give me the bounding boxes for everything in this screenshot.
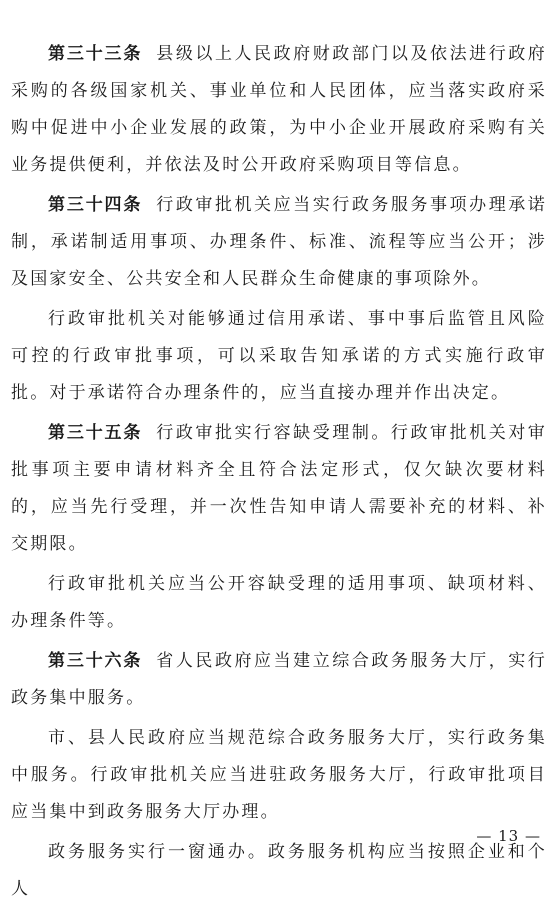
paragraph-article-36 xyxy=(11,643,547,717)
paragraph-text: 市、县人民政府应当规范综合政务服务大厅，实行政务集中服务。行政审批机关应当进驻政务服务大厅，行政审批项目应当集中到政务服务大厅办理。 xyxy=(11,728,547,822)
paragraph-article-36-cont xyxy=(11,720,547,831)
page-number: — 13 — xyxy=(476,827,541,845)
article-number: 第三十六条 xyxy=(48,651,143,671)
paragraph-article-35 xyxy=(11,415,547,563)
paragraph-article-33 xyxy=(11,36,547,184)
paragraph-article-35-cont xyxy=(11,566,547,640)
paragraph-text: 行政审批机关对能够通过信用承诺、事中事后监管且风险可控的行政审批事项，可以采取告知承诺的方式实施行政审批。对于承诺符合办理条件的，应当直接办理并作出决定。 xyxy=(11,309,547,403)
document-page xyxy=(11,36,547,908)
paragraph-article-36-cont-2 xyxy=(11,834,547,908)
paragraph-text: 行政审批实行容缺受理制。行政审批机关对审批事项主要申请材料齐全且符合法定形式，仅欠缺次要材料的，应当先行受理，并一次性告知申请人需要补充的材料、补交期限。 xyxy=(11,423,548,554)
paragraph-text: 行政审批机关应当公开容缺受理的适用事项、缺项材料、办理条件等。 xyxy=(11,574,547,631)
paragraph-article-34 xyxy=(11,187,547,298)
article-number: 第三十四条 xyxy=(48,195,143,215)
paragraph-text: 县级以上人民政府财政部门以及依法进行政府采购的各级国家机关、事业单位和人民团体，应当落实政府采购中促进中小企业发展的政策，为中小企业开展政府采购有关业务提供便利，并依法及时公开政府采购项目等信息。 xyxy=(11,44,548,175)
paragraph-text: 政务服务实行一窗通办。政务服务机构应当按照企业和个人 xyxy=(11,842,547,899)
paragraph-article-34-cont xyxy=(11,301,547,412)
paragraph-text: 省人民政府应当建立综合政务服务大厅，实行政务集中服务。 xyxy=(11,651,548,708)
article-number: 第三十三条 xyxy=(48,44,143,64)
article-number: 第三十五条 xyxy=(48,423,143,443)
paragraph-text: 行政审批机关应当实行政务服务事项办理承诺制，承诺制适用事项、办理条件、标准、流程等应当公开；涉及国家安全、公共安全和人民群众生命健康的事项除外。 xyxy=(11,195,548,289)
